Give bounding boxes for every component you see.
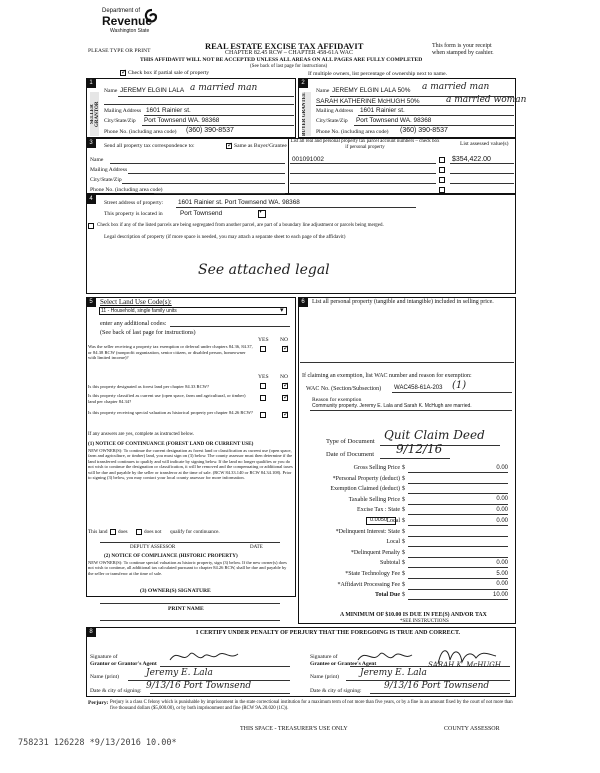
section-6-box [298,297,516,624]
open-space-no-checkbox[interactable] [282,395,288,401]
grantor-signature [168,646,248,666]
same-as-buyer-checkbox[interactable] [226,143,232,149]
legal-handwritten: See attached legal [198,262,330,278]
no-header-1: NO [280,337,289,343]
fee-row-label: Total Due [375,592,400,599]
forest-yes-checkbox[interactable] [260,383,266,389]
grantee-name-handwritten: Jeremy E. Lala [360,668,427,678]
same-as-buyer-label: Same as Buyer/Grantee [234,143,287,149]
grantor-sig-label: Signature of [90,654,118,660]
receipt-note-1: This form is your receipt [432,43,492,49]
buyer-name2-handwritten: a married woman [446,95,527,105]
does-checkbox[interactable] [110,529,116,535]
fee-row-dollar: $ [402,549,405,556]
does-not-label: does not [144,529,162,535]
notice1-text: NEW OWNER(S): To continue the current designation as forest land or classification as current use (open space, farm and agriculture, or timber) land, you must sign on (3) below. The county assessor must then determine if the land transferred continues to qualify and will indicate by signing below. If the land no longer qualifies or you do not wish to continue the designation or classification, it will be removed and the compensating or additional taxes will be due and payable by the seller or transferor at the time of sale. (RCW 84.33.140 or RCW 84.34.108). Prior to signing (3) below, you may contact your local county assessor for more information. [88,448,293,481]
seller-phone-label: Phone No. (including area code) [104,129,177,135]
land-use-label: Select Land Use Code(s): [100,298,172,306]
seller-address-label: Mailing Address [104,108,142,114]
additional-codes-label: enter any additional codes: [100,320,167,327]
fee-row-value[interactable]: 0.00 [496,559,508,566]
if-yes-label: If any answers are yes, complete as instructed below. [88,432,195,437]
fee-row-dollar: $ [402,571,405,577]
section-4-box [86,194,516,294]
open-space-question: Is this property classified as current use (open space, farm and agricultural, or timber) land per chapter 84.34? [88,393,246,404]
assessed-header: List assessed value(s) [460,141,509,147]
does-label: does [118,529,128,535]
fee-row-label: Gross Selling Price [353,465,400,471]
see-instructions-label: *SEE INSTRUCTIONS [400,619,449,624]
fee-row-label: *Delinquent Interest: State [335,528,400,535]
grantee-name-label: Name (print) [310,674,340,680]
fee-row-dollar: $ [402,539,405,546]
seller-city-value[interactable]: Port Townsend WA. 98368 [144,117,220,124]
doc-date-handwritten[interactable]: 9/12/16 [396,442,443,456]
buyer-name2-value[interactable]: SARAH KATHERINE McHUGH 50% [316,98,420,105]
treasurer-label: THIS SPACE - TREASURER'S USE ONLY [240,726,348,732]
land-use-value: 11 - Household, single family units [101,308,177,314]
partial-sale-checkbox[interactable] [120,70,126,76]
exemption-question: Was the seller receiving a property tax exemption or deferral under chapters 84.36, 84.37, or 84.38 RCW (nonprofit organization, senior citizen, or disabled person, homeowner with limited income)? [88,344,253,361]
segregated-checkbox[interactable] [88,223,94,229]
fee-row-value[interactable]: 0.00 [496,496,508,503]
chevron-down-icon: ▾ [280,306,284,314]
perjury-label: Perjury: [88,700,109,706]
grantee-name2-handwritten: SARAH K. McHUGH [428,661,501,669]
exemption-claim-label: If claiming an exemption, list WAC number and reason for exemption: [302,373,472,379]
open-space-yes-checkbox[interactable] [260,395,266,401]
fee-row-value[interactable]: 5.00 [496,570,508,577]
partial-sale-label: Check box if partial sale of property [128,70,210,76]
wac-handwritten: (1) [452,380,467,391]
personal-property-checkbox-3[interactable] [439,177,445,183]
section-5-number: 5 [86,297,96,307]
dor-logo [102,8,162,44]
doc-date-label: Date of Document [326,451,375,458]
fee-row-dollar: $ [402,592,405,599]
grantee-sig-label: Signature of [310,654,338,660]
corr-city-label: City/State/Zip [90,177,122,183]
notice2-title: (2) NOTICE OF COMPLIANCE (HISTORIC PROPERTY) [104,553,238,559]
street-value[interactable]: 1601 Rainier st. Port Townsend WA. 98368 [178,199,300,206]
chevron-down-icon: ▾ [259,209,263,215]
parcel-number[interactable]: 001091002 [292,156,324,163]
grantor-name-label: Name (print) [90,674,120,680]
form-chapter: CHAPTER 82.45 RCW – CHAPTER 458-61A WAC [225,50,353,56]
yes-header-2: YES [258,374,269,380]
cashier-stamp: 758231 126228 *9/13/2016 10.00* [18,738,177,748]
personal-property-checkbox-2[interactable] [439,167,445,173]
deputy-assessor-label: DEPUTY ASSESSOR [130,545,176,550]
seller-address-value[interactable]: 1601 Rainier st. [146,107,191,114]
fee-row-label: *Personal Property (deduct) [332,475,400,482]
logo-text-3: Washington State [110,28,150,34]
buyer-city-label: City/State/Zip [316,118,348,124]
street-label: Street address of property: [104,200,164,206]
legal-label: Legal description of property (if more space is needed, you may attach a separate sheet to each page of the affidavit) [104,234,346,240]
section-4-number: 4 [86,194,96,204]
grantee-date-handwritten: 9/13/16 Port Townsend [384,681,490,691]
buyer-side-label: BUYER GRANTEE [302,92,311,136]
fee-row-value[interactable]: 0.00 [496,581,508,588]
fee-row-label: *State Technology Fee [345,571,400,577]
minimum-label: A MINIMUM OF $10.00 IS DUE IN FEE(S) AND/OR TAX [340,612,487,618]
yes-header-1: YES [258,337,269,343]
fee-row-label: Excise Tax : State [357,507,400,514]
notice1-title: (1) NOTICE OF CONTINUANCE (FOREST LAND OR CURRENT USE) [88,441,254,447]
logo-text-2: Revenue [102,14,153,28]
grantor-date-label: Date & city of signing: [90,688,142,694]
perjury-text: Perjury is a class C felony which is punishable by imprisonment in the state correctional institution for a maximum term of not more than five years, or by a fine in an amount fixed by the court of not more than five thousand dollars ($5,000.00), or by both imprisonment and fine (RCW 9A.20.020 (1C)). [110,700,513,711]
forest-question: Is this property designated as forest land per chapter 84.33 RCW? [88,384,210,389]
see-back-label: (See back of last page for instructions) [100,329,196,336]
dor-swirl-icon [142,8,162,26]
forest-no-checkbox[interactable] [282,383,288,389]
form-title: REAL ESTATE EXCISE TAX AFFIDAVIT [205,41,364,51]
reason-value[interactable]: Community property. Jeremy E. Lala and Sarah K. McHugh are married. [312,403,472,409]
grantor-date-handwritten: 9/13/16 Port Townsend [146,681,252,691]
fee-row-dollar: $ [402,496,405,503]
historic-no-checkbox[interactable] [282,412,288,418]
buyer-name-value[interactable]: JEREMY ELGIN LALA 50% [332,87,411,94]
assessed-value[interactable]: $354,422.00 [452,156,491,163]
fee-row-value[interactable]: 10.00 [492,591,508,598]
type-or-print: PLEASE TYPE OR PRINT [88,48,151,54]
grantor-name-handwritten: Jeremy E. Lala [146,668,213,678]
personal-property-checkbox-4[interactable] [439,187,445,193]
grantor-sig-label-2: Grantor or Grantor's Agent [90,661,157,667]
notice2-text: NEW OWNER(S): To continue special valuation as historic property, sign (3) below. If the new owner(s) does not wish to continue, all additional tax calculated pursuant to chapter 84.26 RCW, shall be due and payable by the seller or transferor at the time of sale. [88,560,287,576]
qualify-label: qualify for continuance. [170,529,220,535]
date-label: DATE [250,545,263,550]
segregated-label: Check box if any of the listed parcels are being segregated from another parcel, are part of a boundary line adjustment or parcels being merged. [97,223,384,228]
section-1-number: 1 [86,78,96,88]
corr-address-label: Mailing Address [90,167,128,173]
section-3-number: 3 [86,138,96,148]
grantee-date-label: Date & city of signing: [310,688,362,694]
section-8-number: 8 [86,627,96,637]
multiple-owners-label: If multiple owners, list percentage of ownership next to name. [308,71,448,77]
fee-row-dollar: $ [402,528,405,535]
seller-side-label: SELLER GRANTOR [90,92,99,136]
does-not-checkbox[interactable] [136,529,142,535]
fee-row-value[interactable]: 0.00 [496,517,508,524]
doc-type-label: Type of Document [326,438,375,445]
see-instructions: (See back of last page for instructions) [250,64,328,69]
this-land-label: This land [88,529,108,535]
buyer-phone-value[interactable]: (360) 390-8537 [400,127,448,134]
print-name-label: PRINT NAME [168,606,204,612]
fee-row-label: Local [386,518,400,524]
section-2-number: 2 [298,78,308,88]
doc-type-handwritten[interactable]: Quit Claim Deed [384,428,485,442]
receipt-note-2: when stamped by cashier. [432,50,494,56]
wac-value[interactable]: WAC458-61A-203 [394,385,443,391]
correspondence-label: Send all property tax correspondence to: [104,143,195,149]
buyer-name-label: Name [316,88,330,94]
section-6-number: 6 [298,297,308,307]
seller-name-handwritten: a married man [190,83,258,93]
corr-name-label: Name [90,157,104,163]
certify-label: I CERTIFY UNDER PENALTY OF PERJURY THAT THE FOREGOING IS TRUE AND CORRECT. [196,630,461,636]
fee-row-label: *Affidavit Processing Fee [337,581,400,588]
parcel-header: List all real and personal property tax parcel account numbers – check box if personal property [290,139,440,150]
grantee-sig-label-2: Grantee or Grantee's Agent [310,661,377,667]
fee-row-value[interactable]: 0.00 [496,506,508,513]
seller-name-label: Name [104,88,118,94]
fee-row-dollar: $ [402,486,405,493]
personal-property-label: List all personal property (tangible and intangible) included in selling price. [312,299,494,305]
fee-row-label: Taxable Selling Price [348,496,400,503]
logo-text-1: Department of [102,8,141,14]
owner-signature-label: (3) OWNER(S) SIGNATURE [140,588,211,594]
seller-city-label: City/State/Zip [104,118,136,124]
county-assessor-label: COUNTY ASSESSOR [444,726,500,732]
personal-property-checkbox-1[interactable] [439,157,445,163]
fee-row-dollar: $ [402,581,405,588]
buyer-address-label: Mailing Address [316,108,354,114]
buyer-phone-label: Phone No. (including area code) [316,129,389,135]
fee-row-dollar: $ [402,518,405,524]
fee-row-label: Exemption Claimed (deduct) [330,486,400,493]
seller-name-value[interactable]: JEREMY ELGIN LALA [120,87,185,94]
exemption-no-checkbox[interactable] [282,346,288,352]
fee-row-dollar: $ [402,560,405,567]
reason-label: Reason for exemption [312,397,362,403]
located-value[interactable]: Port Townsend [180,210,223,217]
buyer-city-value[interactable]: Port Townsend WA. 98368 [356,117,432,124]
historic-yes-checkbox[interactable] [260,412,266,418]
buyer-address-value[interactable]: 1601 Rainier st. [360,107,405,114]
no-header-2: NO [280,374,289,380]
local-rate-value[interactable]: 0.0050 [370,517,388,523]
fee-row-dollar: $ [402,475,405,482]
located-label: This property is located in [104,211,163,217]
fee-row-label: Subtotal [379,560,400,567]
exemption-yes-checkbox[interactable] [260,346,266,352]
wac-label: WAC No. (Section/Subsection) [306,386,382,392]
seller-phone-value[interactable]: (360) 390-8537 [186,127,234,134]
fee-row-label: *Delinquent Penalty [350,549,400,556]
fee-row-dollar: $ [402,465,405,471]
fee-row-value[interactable]: 0.00 [496,464,508,471]
corr-phone-label: Phone No. (including area code) [90,187,163,193]
fee-row-label: Local [386,539,400,546]
fee-row-dollar: $ [402,507,405,514]
buyer-name-handwritten: a married man [422,82,490,92]
not-accepted-notice: THIS AFFIDAVIT WILL NOT BE ACCEPTED UNLESS ALL AREAS ON ALL PAGES ARE FULLY COMPLETED [140,57,423,63]
historic-question: Is this property receiving special valuation as historical property per chapter 84.26 RCW? [88,410,253,415]
